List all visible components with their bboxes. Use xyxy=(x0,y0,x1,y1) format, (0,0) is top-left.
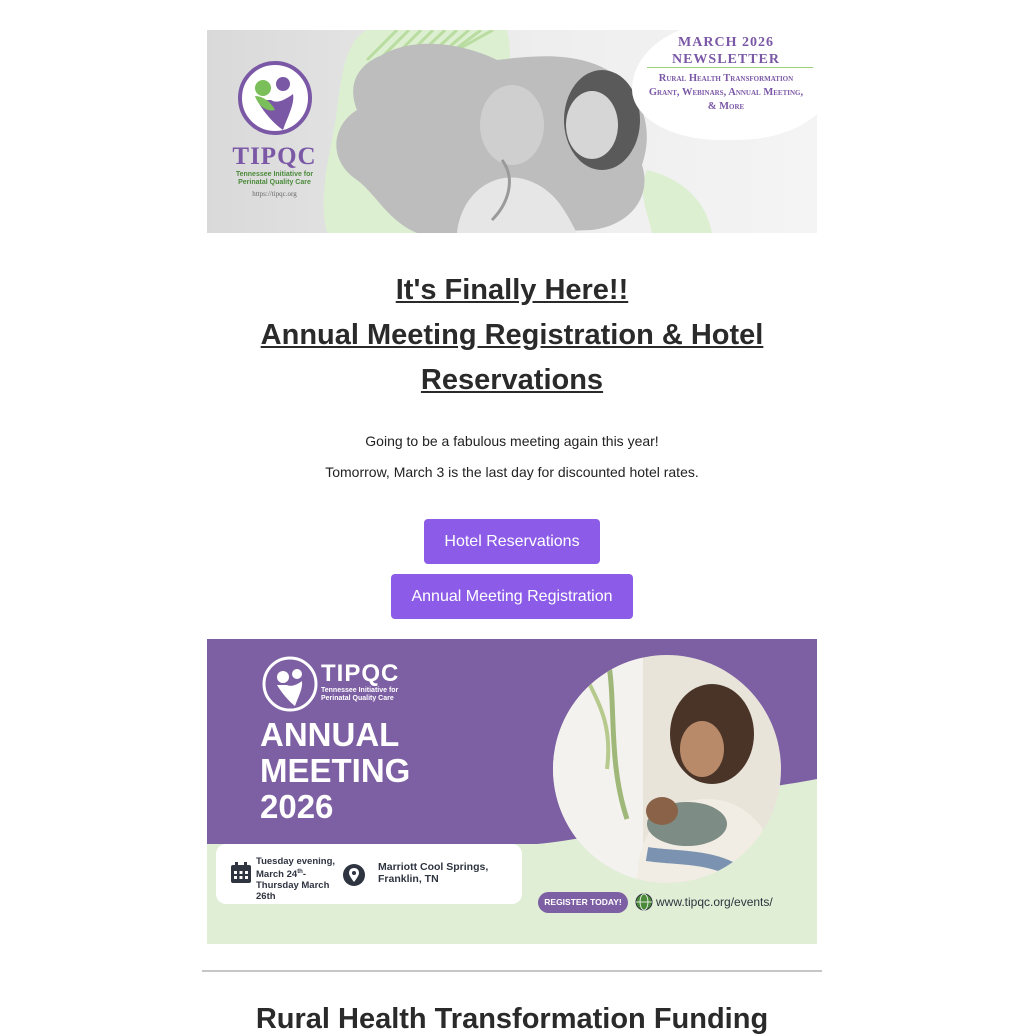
meeting-date-line4: 26th xyxy=(256,891,276,903)
annual-meeting-registration-button[interactable]: Annual Meeting Registration xyxy=(391,574,633,619)
rural-health-section-heading: Rural Health Transformation Funding xyxy=(255,1003,769,1035)
annual-meeting-banner[interactable] xyxy=(207,639,817,944)
meeting-venue-line1: Marriott Cool Springs, xyxy=(378,861,489,873)
meeting-venue-line2: Franklin, TN xyxy=(378,873,439,885)
meeting-logo-tagline-line2: Perinatal Quality Care xyxy=(321,695,394,702)
page-headline xyxy=(207,268,817,403)
mother-and-baby-photo xyxy=(336,44,646,233)
meeting-title-line2: MEETING xyxy=(260,752,411,789)
breastfeeding-mother-photo xyxy=(553,655,781,883)
logo-tagline: Tennessee Initiative for Perinatal Quality Care xyxy=(235,171,314,186)
meeting-logo xyxy=(321,661,399,703)
meeting-date-line2-sup: th xyxy=(297,869,303,875)
newsletter-subtitle: Rural Health Transformation Grant, Webinars, Annual Meeting, & More xyxy=(648,73,804,112)
meeting-title-line1: ANNUAL xyxy=(260,716,400,753)
events-url[interactable]: www.tipqc.org/events/ xyxy=(656,895,773,909)
meeting-title-line3: 2026 xyxy=(260,788,334,825)
meeting-date-line1: Tuesday evening, xyxy=(256,856,336,867)
headline-line3: Reservations xyxy=(420,364,604,396)
newsletter-heading-line1: MARCH 2026 xyxy=(678,35,774,50)
meeting-date-line2-suffix: - xyxy=(302,869,307,881)
meeting-logo-tagline-line1: Tennessee Initiative for xyxy=(321,687,399,694)
newsletter-heading-line2: NEWSLETTER xyxy=(671,52,781,67)
hotel-deadline-paragraph: Tomorrow, March 3 is the last day for discounted hotel rates. xyxy=(325,464,699,480)
newsletter-header-banner xyxy=(207,30,817,233)
meeting-dates xyxy=(256,856,346,902)
tipqc-logo xyxy=(227,60,322,198)
location-pin-icon xyxy=(342,863,366,887)
register-today-badge[interactable]: REGISTER TODAY! xyxy=(538,892,628,913)
globe-icon xyxy=(635,893,653,911)
newsletter-divider xyxy=(647,67,813,68)
headline-line2: Annual Meeting Registration & Hotel xyxy=(260,319,764,351)
meeting-date-line3: Thursday March xyxy=(256,880,330,892)
tipqc-emblem-icon xyxy=(235,60,315,136)
section-divider xyxy=(202,970,822,972)
meeting-date-line2-main: March 24 xyxy=(256,869,298,881)
logo-wordmark: TIPQC xyxy=(232,143,317,170)
calendar-icon xyxy=(229,861,253,885)
meeting-title xyxy=(260,717,480,825)
headline-line1: It's Finally Here!! xyxy=(395,274,629,306)
meeting-venue xyxy=(378,861,508,885)
intro-paragraph: Going to be a fabulous meeting again this year! xyxy=(365,433,659,449)
meeting-date-line2 xyxy=(256,867,346,880)
meeting-info-card xyxy=(216,844,522,904)
hotel-reservations-button[interactable]: Hotel Reservations xyxy=(424,519,600,564)
logo-url: https://tipqc.org xyxy=(252,190,297,198)
newsletter-heading xyxy=(644,34,808,68)
meeting-logo-wordmark: TIPQC xyxy=(321,660,400,687)
tipqc-emblem-icon xyxy=(261,655,319,713)
